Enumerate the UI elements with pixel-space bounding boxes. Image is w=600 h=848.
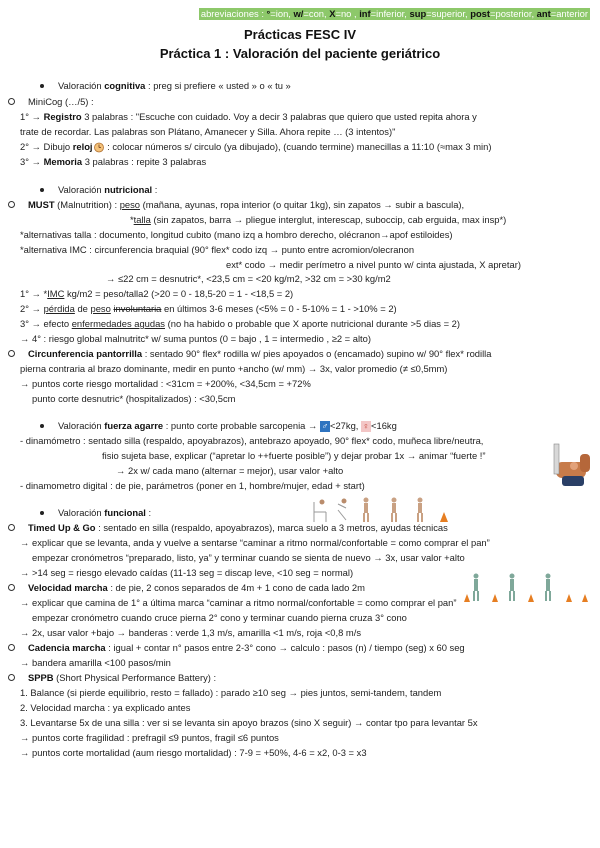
alt-imc-line: *alternativa IMC : circunferencia braquial (90° flex* codo izq → punto entre acromion/olecranon [20, 244, 415, 255]
pantorrilla-cont-3: punto corte desnutric* (hospitalizados) : <30,5cm [32, 393, 236, 404]
desnutricion-cutoff-line: → ≤22 cm = desnutric*, <23,5 cm = <20 kg/m2, >32 cm = >30 kg/m2 [106, 273, 391, 284]
bullet-dot [40, 84, 44, 88]
abbr-symbol: sup [409, 8, 427, 19]
must-step-1: 1° → *IMC kg/m2 = peso/talla2 (>20 = 0 - 18,5-20 = 1 - <18,5 = 2) [20, 288, 294, 299]
abbr-definition: =inferior, [370, 8, 410, 19]
bullet-circle [8, 98, 15, 105]
minicog-step-1-cont: trate de recordar. Las palabras son Plátano, Amanecer y Silla. Ahora repite … (3 intentos)" [20, 126, 396, 137]
section-fuerza-heading: Valoración fuerza agarre : punto corte probable sarcopenia → ♂ <27kg, ♀ <16kg [40, 420, 397, 432]
timed-up-and-go-illustration [308, 494, 450, 524]
sppb-item-3: 3. Levantarse 5x de una silla : ver si se levanta sin apoyo brazos (sino X seguir) → contar tpo para levantar 5x [20, 717, 478, 728]
velocidad-cont-2: empezar cronómetro cuando cruce pierna 2° cono y terminar cuando pierna cruza 3° cono [32, 612, 407, 623]
velocidad-marcha-line: Velocidad marcha : de pie, 2 conos separados de 4m + 1 cono de cada lado 2m [8, 582, 365, 594]
bullet-circle [8, 584, 15, 591]
alt-talla-line: *alternativas talla : documento, longitud cubito (mano izq a hombro derecho, olécranon→apof estiloides) [20, 229, 453, 240]
dinamometro-line-2: fisio sujeta base, explicar (“apretar lo ++fuerte posible”) y dejar probar 1x → animar “fuerte !” [102, 450, 486, 461]
section-nutritional-heading: Valoración nutricional : [40, 184, 157, 196]
dinamometro-digital-line: - dinamometro digital : de pie, parámetros (poner en 1, hombre/mujer, edad + start) [20, 480, 365, 491]
sppb-item-1: 1. Balance (si pierde equilibrio, resto = fallado) : parado ≥10 seg → pies juntos, semi-tandem, tandem [20, 687, 442, 698]
abbr-definition: =no , [335, 8, 360, 19]
page-subtitle: Práctica 1 : Valoración del paciente geriátrico [159, 46, 441, 61]
abbr-symbol: inf [359, 8, 371, 19]
section-cognitive-heading: Valoración cognitiva : preg si prefiere « usted » o « tu » [40, 80, 291, 92]
abbr-symbol: post [470, 8, 491, 19]
bullet-circle [8, 350, 15, 357]
tug-cont-2: empezar cronómetros “preparado, listo, ya” y terminar cuando se sienta de nuevo → 3x, usar valor +alto [32, 552, 465, 563]
must-step-3: 3° → efecto enfermedades agudas (no ha habido o probable que X aporte nutricional durante >5 dias = 2) [20, 318, 461, 329]
must-line: MUST (Malnutrition) : peso (mañana, ayunas, ropa interior (o quitar 1kg), sin zapatos → subir a bascula), [8, 199, 464, 211]
velocidad-cont-1: → explicar que camina de 1° a última marca “caminar a ritmo normal/confortable = como comprar el pan” [20, 597, 457, 608]
abbr-symbol: w/ [293, 8, 304, 19]
minicog-step-1: 1° → Registro 3 palabras : "Escuche con cuidado. Voy a decir 3 palabras que quiero que usted repita ahora y [20, 111, 477, 122]
abbr-definition: =ion, [270, 8, 294, 19]
abbr-symbol: X [329, 8, 336, 19]
minicog-step-2: 2° → Dibujo reloj : colocar números s/ circulo (ya dibujado), (cuando termine) manecillas a 11:10 (≈max 3 min) [20, 141, 492, 152]
pantorrilla-cont-1: pierna contraria al brazo dominante, medir en punto +ancho (w/ mm) → 3x, valor promedio (≠ ≤0,5mm) [20, 363, 448, 374]
sppb-item-2: 2. Velocidad marcha : ya explicado antes [20, 702, 191, 713]
abbreviations-prefix: abreviaciones : [200, 8, 267, 19]
must-talla-line: *talla (sin zapatos, barra → pliegue interglut, interescap, suboccip, cab erguida, max insp*) [130, 214, 507, 225]
female-icon: ♀ [362, 421, 370, 432]
minicog-step-3: 3° → Memoria 3 palabras : repite 3 palabras [20, 156, 207, 167]
sppb-line: SPPB (Short Physical Performance Battery) : [8, 672, 216, 684]
sppb-cont-2: → puntos corte mortalidad (aum riesgo mortalidad) : 7-9 = +50%, 4-6 = x2, 0-3 = x3 [20, 747, 367, 758]
abbr-definition: =anterior [550, 8, 588, 19]
abbr-definition: =con, [303, 8, 330, 19]
must-step-2: 2° → pérdida de peso involuntaria en últimos 3-6 meses (<5% = 0 - 5-10% = 1 - >10% = 2) [20, 303, 397, 314]
bullet-dot [40, 511, 44, 515]
velocidad-cont-3: → 2x, usar valor +bajo → banderas : verde 1,3 m/s, amarilla <1 m/s, roja <0,8 m/s [20, 627, 362, 638]
abbr-symbol: ant [536, 8, 551, 19]
dinamometro-line-3: → 2x w/ cada mano (alternar = mejor), usar valor +alto [116, 465, 344, 476]
section-funcional-heading: Valoración funcional : [40, 507, 151, 519]
sppb-cont-1: → puntos corte fragilidad : prefragil ≤9 puntos, fragil ≤6 puntos [20, 732, 279, 743]
tug-cont-1: → explicar que se levanta, anda y vuelve a sentarse “caminar a ritmo normal/confortable = como comprar el pan” [20, 537, 490, 548]
bullet-dot [40, 424, 44, 428]
tug-cont-3: → >14 seg = riesgo elevado caídas (11-13 seg = discap leve, <10 seg = normal) [20, 567, 354, 578]
male-icon: ♂ [321, 421, 329, 432]
must-step-4: → 4° : riesgo global malnutritc* w/ suma puntos (0 = bajo , 1 = intermedio , ≥2 = alto) [20, 333, 371, 344]
cadencia-marcha-line: Cadencia marcha : igual + contar n° pasos entre 2-3° cono → calculo : pasos (n) / tiempo (seg) x 60 seg [8, 642, 465, 654]
gait-speed-illustration [462, 570, 592, 604]
cadencia-cont-1: → bandera amarilla <100 pasos/min [20, 657, 171, 668]
clock-emoji-icon [93, 142, 105, 153]
bullet-circle [8, 644, 15, 651]
minicog-title: MiniCog (…/5) : [8, 96, 94, 108]
bullet-dot [40, 188, 44, 192]
abbr-definition: =posterior, [490, 8, 537, 19]
alt-imc-ext-line: ext* codo → medir perímetro a nivel punto w/ cinta ajustada, X apretar) [226, 259, 521, 270]
circunferencia-pantorrilla-line: Circunferencia pantorrilla : sentado 90° flex* rodilla w/ pies apoyados o (encamado) supino w/ 90° flex* rodilla [8, 348, 491, 360]
hand-grip-illustration [552, 436, 594, 490]
bullet-circle [8, 201, 15, 208]
tug-line: Timed Up & Go : sentado en silla (respaldo, apoyabrazos), marca suelo a 3 metros, ayudas técnicas [8, 522, 448, 534]
pantorrilla-cont-2: → puntos corte riesgo mortalidad : <31cm = +200%, <34,5cm = +72% [20, 378, 311, 389]
bullet-circle [8, 524, 15, 531]
abbr-symbol: ° [266, 8, 271, 19]
bullet-circle [8, 674, 15, 681]
page-title: Prácticas FESC IV [244, 27, 356, 42]
dinamometro-line-1: - dinamómetro : sentado silla (respaldo, apoyabrazos), antebrazo apoyado, 90° flex* codo, muñeca libre/neutra, [20, 435, 484, 446]
abbr-definition: =superior, [426, 8, 471, 19]
abbreviations-banner [199, 8, 590, 20]
